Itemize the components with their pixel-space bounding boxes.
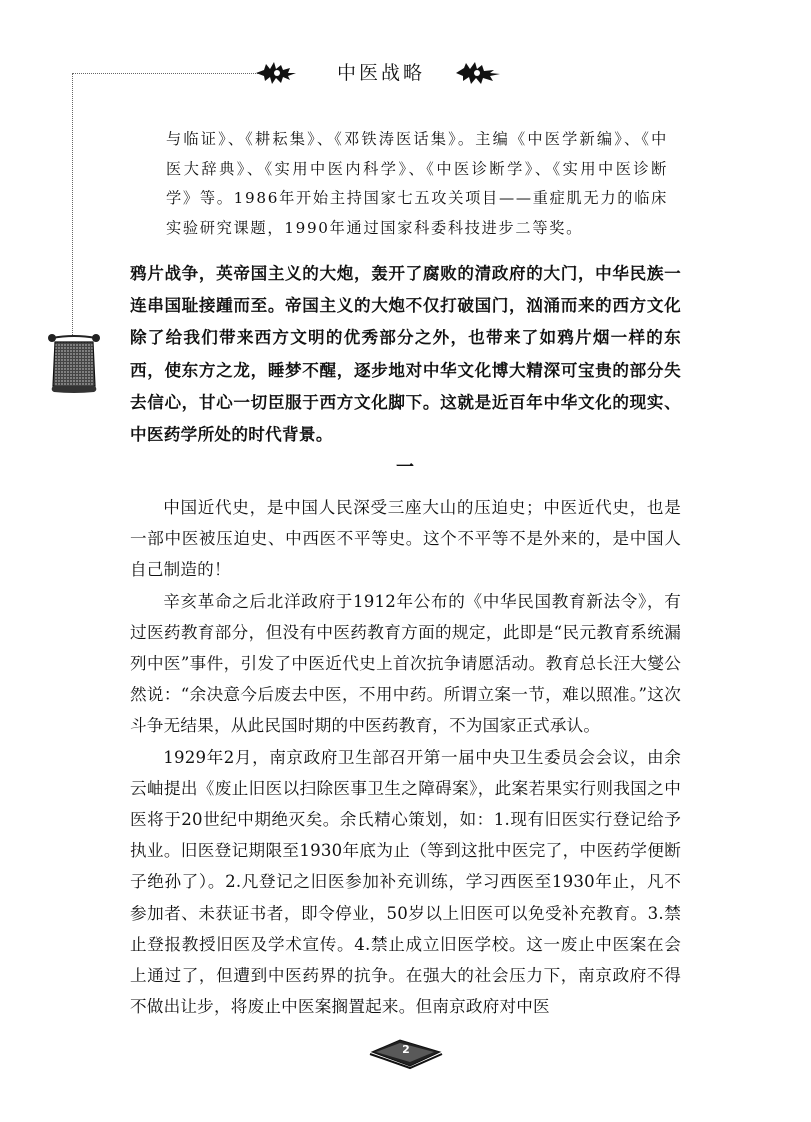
section-number: 一 (396, 457, 414, 478)
quote-paragraph: 鸦片战争，英帝国主义的大炮，轰开了腐败的清政府的大门，中华民族一连串国耻接踵而至。帝国主义的大炮不仅打破国门，汹涌而来的西方文化除了给我们带来西方文明的优秀部分之外，也带来了如鸦片烟一样的东西，使东方之龙，睡梦不醒，逐步地对中华文化博大精深可宝贵的部分失去信心，甘心一切臣服于西方文化脚下。这就是近百年中华文化的现实、中医药学所处的时代背景。 (130, 264, 681, 445)
margin-dotted-rule (72, 73, 73, 335)
running-header-title: 中医战略 (336, 62, 425, 84)
header-ornament-right-icon (452, 60, 502, 86)
body-text (130, 492, 681, 1022)
scroll-ornament-icon (46, 332, 102, 394)
page-number: 2 (402, 1043, 410, 1056)
body-paragraph: 中国近代史，是中国人民深受三座大山的压迫史；中医近代史，也是一部中医被压迫史、中西医不平等史。这个不平等不是外来的，是中国人自己制造的！ (130, 498, 681, 580)
bio-paragraph: 与临证》、《耕耘集》、《邓铁涛医话集》。主编《中医学新编》、《中医大辞典》、《实用中医内科学》、《中医诊断学》、《实用中医诊断学》等。1986年开始主持国家七五攻关项目——重症肌无力的临床实验研究课题，1990年通过国家科委科技进步二等奖。 (166, 130, 668, 237)
header-dotted-rule (72, 73, 258, 74)
body-paragraph: 辛亥革命之后北洋政府于1912年公布的《中华民国教育新法令》，有过医药教育部分，但没有中医药教育方面的规定，此即是“民元教育系统漏列中医”事件，引发了中医近代史上首次抗争请愿活动。教育总长汪大燮公然说：“余决意今后废去中医，不用中药。所谓立案一节，难以照准。”这次斗争无结果，从此民国时期的中医药教育，不为国家正式承认。 (130, 591, 681, 736)
body-paragraph: 1929年2月，南京政府卫生部召开第一届中央卫生委员会会议，由余云岫提出《废止旧医以扫除医事卫生之障碍案》，此案若果实行则我国之中医将于20世纪中期绝灭矣。余氏精心策划，如：1.现有旧医实行登记给予执业。旧医登记期限至1930年底为止（等到这批中医完了，中医药学便断子绝孙了）。2.凡登记之旧医参加补充训练，学习西医至1930年止，凡不参加者、未获证书者，即令停业，50岁以上旧医可以免受补充教育。3.禁止登报教授旧医及学术宣传。4.禁止成立旧医学校。这一废止中医案在会上通过了，但遭到中医药界的抗争。在强大的社会压力下，南京政府不得不做出让步，将废止中医案搁置起来。但南京政府对中医 (130, 747, 681, 1017)
header-ornament-left-icon (256, 60, 300, 86)
highlight-quote (130, 258, 681, 451)
author-bio-text (166, 125, 668, 243)
